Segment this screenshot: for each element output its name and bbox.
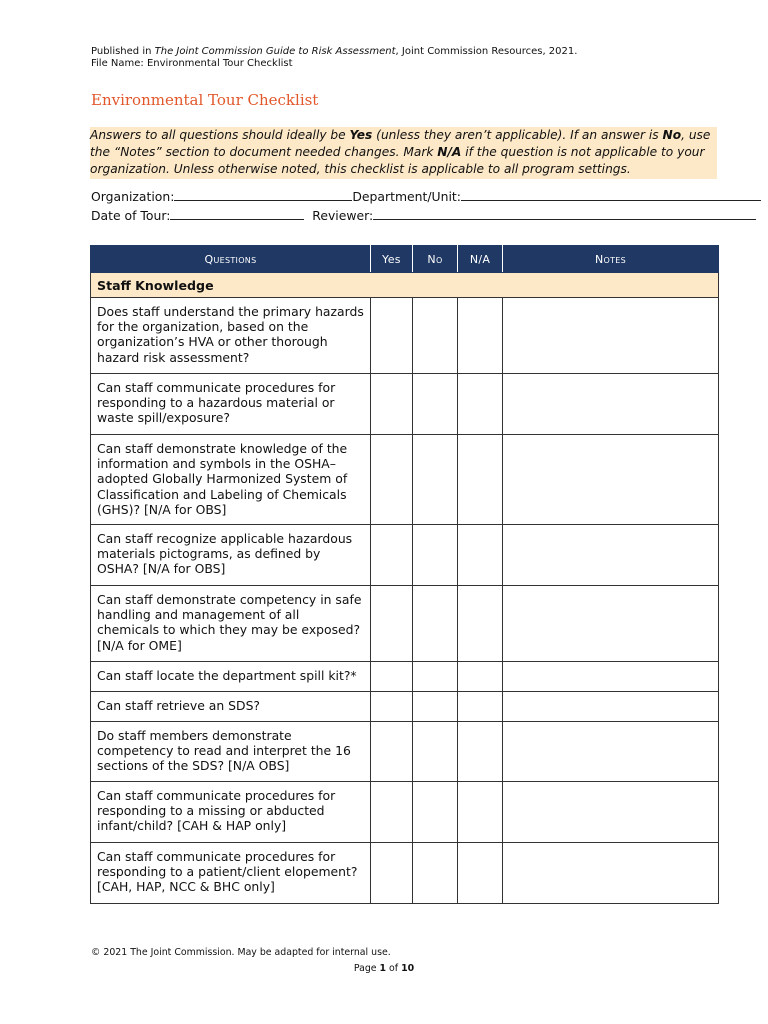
yes-cell[interactable] <box>371 722 413 782</box>
question-cell: Can staff demonstrate competency in safe handling and management of all chemicals to which they may be exposed? [N/A for OME] <box>91 586 371 662</box>
notes-cell[interactable] <box>503 525 719 586</box>
yes-cell[interactable] <box>371 525 413 586</box>
yes-cell[interactable] <box>371 662 413 692</box>
na-cell[interactable] <box>458 692 503 722</box>
notes-cell[interactable] <box>503 692 719 722</box>
no-cell[interactable] <box>413 722 458 782</box>
header-no: No <box>413 246 458 273</box>
question-cell: Can staff locate the department spill kit?* <box>91 662 371 692</box>
no-cell[interactable] <box>413 662 458 692</box>
question-cell: Can staff communicate procedures for responding to a missing or abducted infant/child? [CAH & HAP only] <box>91 782 371 843</box>
na-cell[interactable] <box>458 722 503 782</box>
no-cell[interactable] <box>413 586 458 662</box>
page-number: Page 1 of 10 <box>353 963 415 974</box>
question-cell: Can staff recognize applicable hazardous materials pictograms, as defined by OSHA? [N/A for OBS] <box>91 525 371 586</box>
table-row <box>91 586 719 662</box>
notes-cell[interactable] <box>503 782 719 843</box>
department-blank[interactable] <box>461 189 761 201</box>
table-row <box>91 722 719 782</box>
na-cell[interactable] <box>458 782 503 843</box>
copyright-footer: © 2021 The Joint Commission. May be adapted for internal use. <box>91 947 391 958</box>
yes-cell[interactable] <box>371 782 413 843</box>
table-row <box>91 692 719 722</box>
table-row <box>91 662 719 692</box>
question-cell: Does staff understand the primary hazards for the organization, based on the organization’s HVA or other thorough hazard risk assessment? <box>91 298 371 374</box>
question-cell: Can staff retrieve an SDS? <box>91 692 371 722</box>
organization-blank[interactable] <box>174 189 352 201</box>
instructions: Answers to all questions should ideally be Yes (unless they aren’t applicable). If an answer is No, use the “Notes” section to document needed changes. Mark N/A if the question is not applicable to your organization. Unless otherwise noted, this checklist is applicable to all program settings. <box>90 127 717 179</box>
notes-cell[interactable] <box>503 662 719 692</box>
checklist-table <box>90 245 719 904</box>
notes-cell[interactable] <box>503 586 719 662</box>
page-title: Environmental Tour Checklist <box>91 91 319 109</box>
table-row <box>91 782 719 843</box>
notes-cell[interactable] <box>503 435 719 525</box>
na-cell[interactable] <box>458 525 503 586</box>
na-cell[interactable] <box>458 662 503 692</box>
yes-cell[interactable] <box>371 298 413 374</box>
question-cell: Do staff members demonstrate competency to read and interpret the 16 sections of the SDS? [N/A OBS] <box>91 722 371 782</box>
question-cell: Can staff demonstrate knowledge of the information and symbols in the OSHA–adopted Globally Harmonized System of Classification and Labeling of Chemicals (GHS)? [N/A for OBS] <box>91 435 371 525</box>
table-row <box>91 435 719 525</box>
header-na: N/A <box>458 246 503 273</box>
reviewer-blank[interactable] <box>373 208 756 220</box>
published-line: Published in The Joint Commission Guide to Risk Assessment, Joint Commission Resources, 2021. <box>91 46 578 57</box>
table-header-row <box>91 246 719 273</box>
yes-cell[interactable] <box>371 435 413 525</box>
header-questions: Questions <box>91 246 371 273</box>
header-yes: Yes <box>371 246 413 273</box>
na-cell[interactable] <box>458 435 503 525</box>
organization-row <box>91 189 761 204</box>
header-notes: Notes <box>503 246 719 273</box>
no-cell[interactable] <box>413 782 458 843</box>
no-cell[interactable] <box>413 692 458 722</box>
question-cell: Can staff communicate procedures for responding to a hazardous material or waste spill/exposure? <box>91 374 371 435</box>
no-cell[interactable] <box>413 298 458 374</box>
notes-cell[interactable] <box>503 374 719 435</box>
no-cell[interactable] <box>413 435 458 525</box>
yes-cell[interactable] <box>371 586 413 662</box>
table-row <box>91 843 719 904</box>
na-cell[interactable] <box>458 374 503 435</box>
no-cell[interactable] <box>413 843 458 904</box>
section-row <box>91 273 719 298</box>
file-name: File Name: Environmental Tour Checklist <box>91 58 293 69</box>
no-cell[interactable] <box>413 374 458 435</box>
na-cell[interactable] <box>458 298 503 374</box>
book-title: The Joint Commission Guide to Risk Assessment <box>154 46 396 57</box>
table-row <box>91 374 719 435</box>
section-title: Staff Knowledge <box>91 273 719 298</box>
organization-label: Organization: <box>91 189 175 204</box>
question-cell: Can staff communicate procedures for responding to a patient/client elopement? [CAH, HAP, NCC & BHC only] <box>91 843 371 904</box>
yes-cell[interactable] <box>371 692 413 722</box>
notes-cell[interactable] <box>503 722 719 782</box>
date-blank[interactable] <box>170 208 304 220</box>
yes-cell[interactable] <box>371 374 413 435</box>
yes-cell[interactable] <box>371 843 413 904</box>
department-label: Department/Unit: <box>352 189 461 204</box>
date-row <box>91 208 756 223</box>
reviewer-label: Reviewer: <box>312 208 374 223</box>
no-cell[interactable] <box>413 525 458 586</box>
notes-cell[interactable] <box>503 298 719 374</box>
table-row <box>91 525 719 586</box>
table-row <box>91 298 719 374</box>
notes-cell[interactable] <box>503 843 719 904</box>
date-label: Date of Tour: <box>91 208 171 223</box>
na-cell[interactable] <box>458 843 503 904</box>
na-cell[interactable] <box>458 586 503 662</box>
publication-info <box>91 46 577 70</box>
